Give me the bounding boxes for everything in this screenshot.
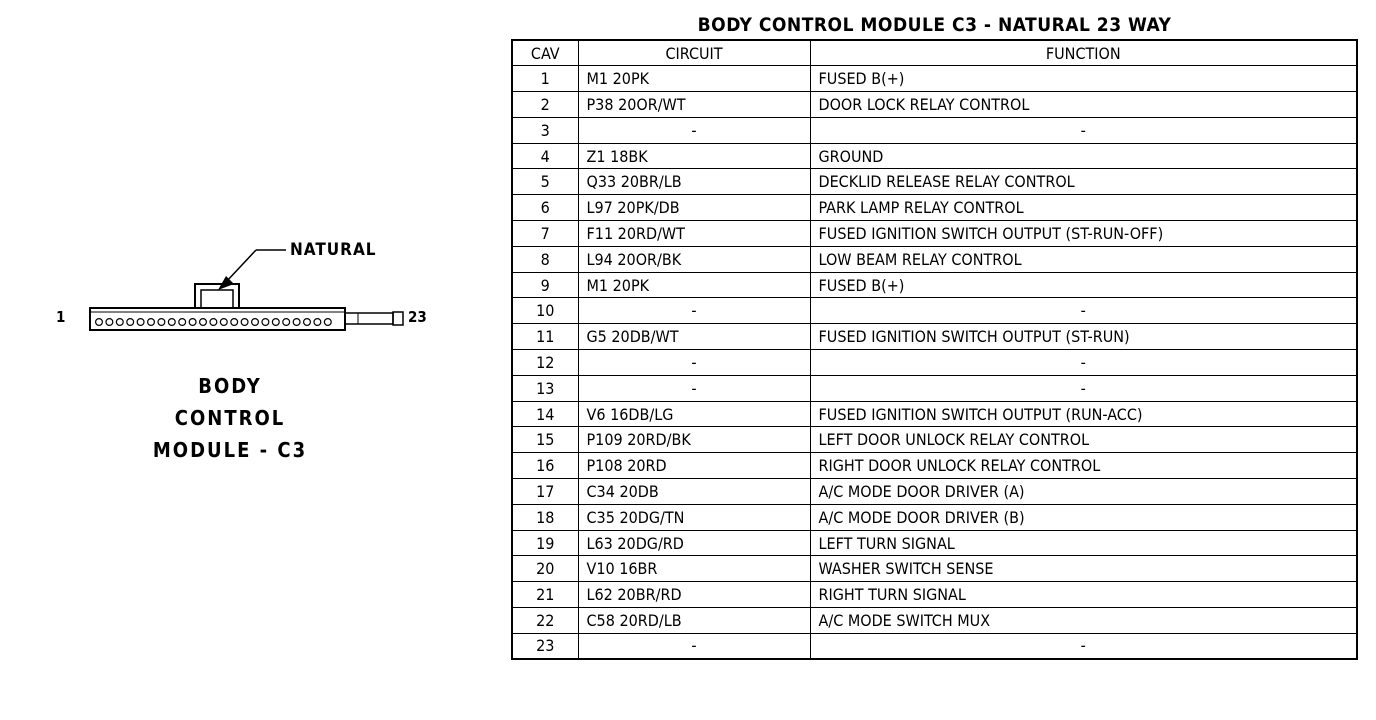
table-row bbox=[512, 375, 1357, 401]
cell-circuit: - bbox=[578, 633, 810, 659]
cell-cav: 12 bbox=[512, 350, 578, 376]
cell-cav: 2 bbox=[512, 92, 578, 118]
table-row bbox=[512, 556, 1357, 582]
cell-cav: 19 bbox=[512, 530, 578, 556]
cell-cav: 5 bbox=[512, 169, 578, 195]
table-row bbox=[512, 143, 1357, 169]
cell-function: RIGHT TURN SIGNAL bbox=[810, 582, 1357, 608]
cell-circuit: L63 20DG/RD bbox=[578, 530, 810, 556]
cell-circuit: F11 20RD/WT bbox=[578, 221, 810, 247]
cell-cav: 8 bbox=[512, 246, 578, 272]
cell-circuit: G5 20DB/WT bbox=[578, 324, 810, 350]
connector-cavity bbox=[96, 319, 103, 326]
cell-function: LEFT DOOR UNLOCK RELAY CONTROL bbox=[810, 427, 1357, 453]
table-row bbox=[512, 608, 1357, 634]
connector-drawing bbox=[50, 230, 450, 360]
cell-circuit: Q33 20BR/LB bbox=[578, 169, 810, 195]
cell-circuit: V6 16DB/LG bbox=[578, 401, 810, 427]
table-row bbox=[512, 66, 1357, 92]
cell-function: RIGHT DOOR UNLOCK RELAY CONTROL bbox=[810, 453, 1357, 479]
connector-cavity bbox=[116, 319, 123, 326]
cell-circuit: - bbox=[578, 375, 810, 401]
table-row bbox=[512, 427, 1357, 453]
table-row bbox=[512, 92, 1357, 118]
table-row bbox=[512, 633, 1357, 659]
cell-function: A/C MODE DOOR DRIVER (B) bbox=[810, 504, 1357, 530]
cell-function: - bbox=[810, 633, 1357, 659]
cell-function: FUSED IGNITION SWITCH OUTPUT (RUN-ACC) bbox=[810, 401, 1357, 427]
connector-cavity bbox=[168, 319, 175, 326]
pin-number-last: 23 bbox=[408, 308, 427, 326]
cell-cav: 9 bbox=[512, 272, 578, 298]
table-row bbox=[512, 324, 1357, 350]
cell-function: FUSED IGNITION SWITCH OUTPUT (ST-RUN-OFF) bbox=[810, 221, 1357, 247]
cell-circuit: L97 20PK/DB bbox=[578, 195, 810, 221]
cell-function: DECKLID RELEASE RELAY CONTROL bbox=[810, 169, 1357, 195]
table-row bbox=[512, 479, 1357, 505]
cell-cav: 18 bbox=[512, 504, 578, 530]
cell-cav: 20 bbox=[512, 556, 578, 582]
cell-function: DOOR LOCK RELAY CONTROL bbox=[810, 92, 1357, 118]
table-row bbox=[512, 504, 1357, 530]
cell-function: - bbox=[810, 298, 1357, 324]
module-label-line-2: CONTROL bbox=[174, 406, 286, 430]
connector-cavity bbox=[283, 319, 290, 326]
table-row bbox=[512, 401, 1357, 427]
table-row bbox=[512, 582, 1357, 608]
cell-cav: 11 bbox=[512, 324, 578, 350]
cell-circuit: - bbox=[578, 117, 810, 143]
connector-cavity bbox=[241, 319, 248, 326]
cell-cav: 3 bbox=[512, 117, 578, 143]
header-cav: CAV bbox=[512, 40, 578, 66]
cell-function: LEFT TURN SIGNAL bbox=[810, 530, 1357, 556]
connector-cavity bbox=[106, 319, 113, 326]
table-row bbox=[512, 350, 1357, 376]
cell-function: FUSED IGNITION SWITCH OUTPUT (ST-RUN) bbox=[810, 324, 1357, 350]
cell-circuit: C34 20DB bbox=[578, 479, 810, 505]
connector-cavity bbox=[314, 319, 321, 326]
cell-function: A/C MODE DOOR DRIVER (A) bbox=[810, 479, 1357, 505]
cell-cav: 10 bbox=[512, 298, 578, 324]
cell-circuit: P108 20RD bbox=[578, 453, 810, 479]
connector-cavity bbox=[200, 319, 207, 326]
cell-function: FUSED B(+) bbox=[810, 66, 1357, 92]
cell-cav: 1 bbox=[512, 66, 578, 92]
cell-circuit: P38 20OR/WT bbox=[578, 92, 810, 118]
cell-cav: 6 bbox=[512, 195, 578, 221]
cell-function: PARK LAMP RELAY CONTROL bbox=[810, 195, 1357, 221]
cell-cav: 16 bbox=[512, 453, 578, 479]
connector-diagram bbox=[50, 230, 450, 470]
connector-cavity bbox=[262, 319, 269, 326]
table-row bbox=[512, 169, 1357, 195]
cell-function: LOW BEAM RELAY CONTROL bbox=[810, 246, 1357, 272]
connector-cavity bbox=[210, 319, 217, 326]
pinout-table bbox=[511, 39, 1358, 660]
table-row bbox=[512, 117, 1357, 143]
connector-cavity bbox=[158, 319, 165, 326]
table-row bbox=[512, 298, 1357, 324]
pin-number-first: 1 bbox=[56, 308, 66, 326]
table-title: BODY CONTROL MODULE C3 - NATURAL 23 WAY bbox=[697, 14, 1172, 36]
connector-cavity bbox=[231, 319, 238, 326]
cell-function: - bbox=[810, 375, 1357, 401]
module-label-line-1: BODY bbox=[198, 374, 262, 398]
connector-cavity bbox=[189, 319, 196, 326]
cell-function: FUSED B(+) bbox=[810, 272, 1357, 298]
table-row bbox=[512, 221, 1357, 247]
table-row bbox=[512, 246, 1357, 272]
cell-function: WASHER SWITCH SENSE bbox=[810, 556, 1357, 582]
table-row bbox=[512, 530, 1357, 556]
cell-circuit: C35 20DG/TN bbox=[578, 504, 810, 530]
table-row bbox=[512, 195, 1357, 221]
cell-circuit: Z1 18BK bbox=[578, 143, 810, 169]
module-label-line-3: MODULE - C3 bbox=[152, 438, 308, 462]
cell-cav: 14 bbox=[512, 401, 578, 427]
cell-cav: 15 bbox=[512, 427, 578, 453]
header-function: FUNCTION bbox=[810, 40, 1357, 66]
connector-cavity bbox=[304, 319, 311, 326]
cell-circuit: M1 20PK bbox=[578, 272, 810, 298]
cell-circuit: L94 20OR/BK bbox=[578, 246, 810, 272]
module-label bbox=[140, 370, 320, 466]
cell-circuit: - bbox=[578, 350, 810, 376]
cell-circuit: L62 20BR/RD bbox=[578, 582, 810, 608]
cell-cav: 21 bbox=[512, 582, 578, 608]
table-row bbox=[512, 272, 1357, 298]
table-header-row bbox=[512, 40, 1357, 66]
connector-cavity bbox=[137, 319, 144, 326]
connector-cavity bbox=[293, 319, 300, 326]
cell-cav: 23 bbox=[512, 633, 578, 659]
cell-function: - bbox=[810, 117, 1357, 143]
cell-circuit: - bbox=[578, 298, 810, 324]
connector-cavity bbox=[127, 319, 134, 326]
connector-cavity bbox=[220, 319, 227, 326]
connector-cavity bbox=[272, 319, 279, 326]
cell-function: A/C MODE SWITCH MUX bbox=[810, 608, 1357, 634]
cell-cav: 7 bbox=[512, 221, 578, 247]
cell-circuit: C58 20RD/LB bbox=[578, 608, 810, 634]
connector-cavity bbox=[324, 319, 331, 326]
cell-cav: 13 bbox=[512, 375, 578, 401]
cell-cav: 22 bbox=[512, 608, 578, 634]
cell-function: GROUND bbox=[810, 143, 1357, 169]
connector-cavity bbox=[252, 319, 259, 326]
cell-circuit: M1 20PK bbox=[578, 66, 810, 92]
connector-cavity bbox=[179, 319, 186, 326]
connector-cavities bbox=[96, 319, 332, 326]
table-row bbox=[512, 453, 1357, 479]
cell-circuit: V10 16BR bbox=[578, 556, 810, 582]
cell-circuit: P109 20RD/BK bbox=[578, 427, 810, 453]
connector-color-callout: NATURAL bbox=[290, 240, 377, 260]
connector-cavity bbox=[148, 319, 155, 326]
cell-cav: 4 bbox=[512, 143, 578, 169]
cell-function: - bbox=[810, 350, 1357, 376]
header-circuit: CIRCUIT bbox=[578, 40, 810, 66]
cell-cav: 17 bbox=[512, 479, 578, 505]
